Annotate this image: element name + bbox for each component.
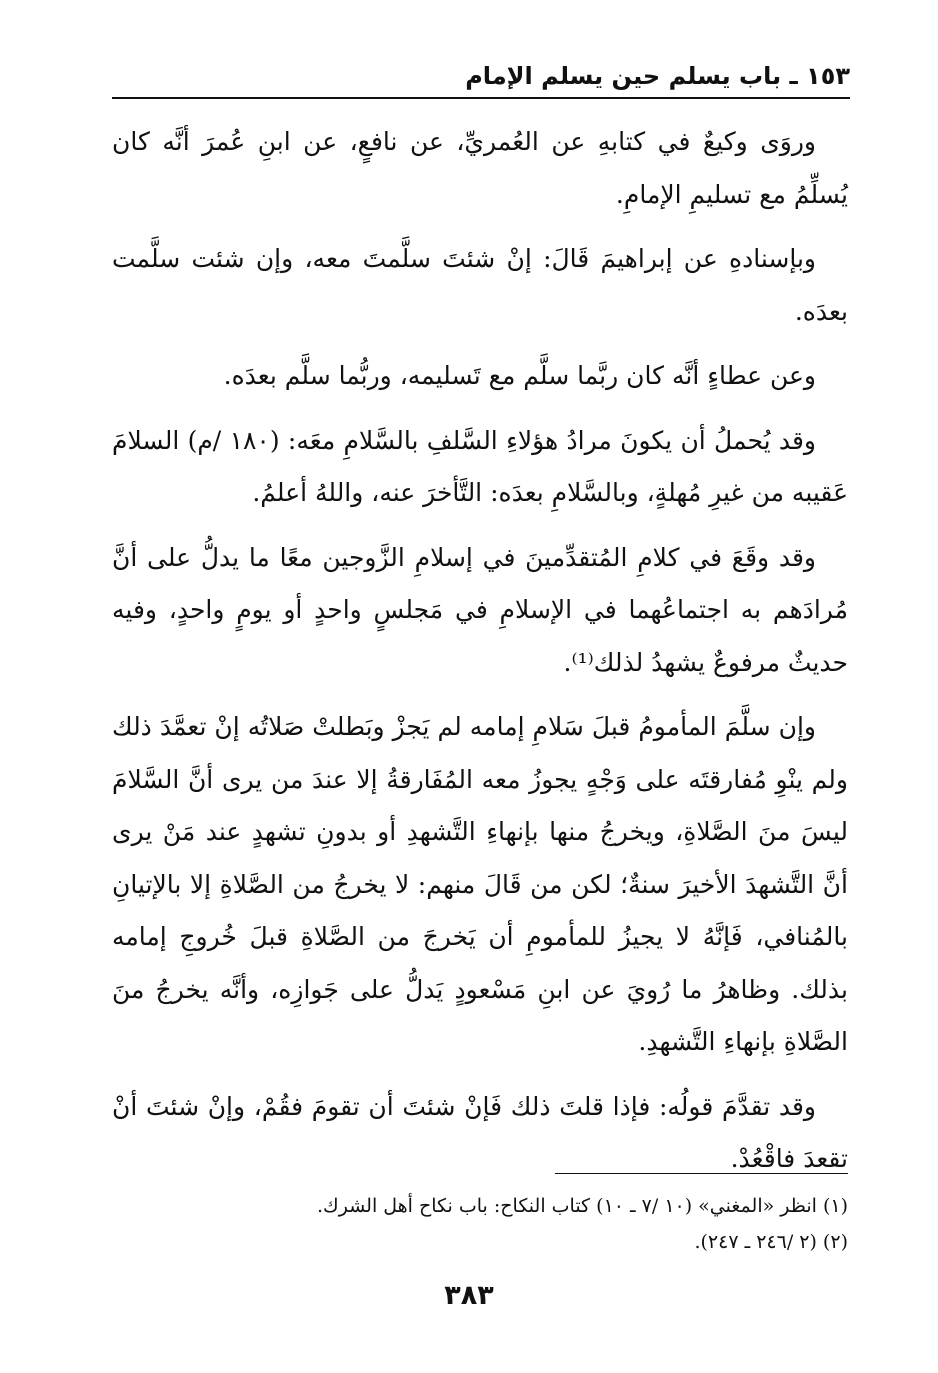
footnote-separator xyxy=(555,1173,848,1174)
footnote-2: (٢) (٢ /٢٤٦ ـ ٢٤٧). xyxy=(694,1231,848,1253)
footnotes xyxy=(112,1188,848,1260)
paragraph-follower-salam: وإن سلَّمَ المأمومُ قبلَ سَلامِ إمامه لم يَجزْ وبَطلتْ صَلاتُه إنْ تعمَّدَ ذلك ولم ينْوِ مُفارقتَه على وَجْهٍ يجوزُ معه المُفَارقةُ إلا عندَ من يرى أنَّ السَّلامَ ليسَ منَ الصَّلاةِ، ويخرجُ منها بإنهاءِ التَّشهدِ أو بدونِ تشهدٍ عند مَنْ يرى أنَّ التَّشهدَ الأخيرَ سنةٌ؛ لكن من قَالَ منهم: لا يخرجُ من الصَّلاةِ إلا بالإتيانِ بالمُنافي، فَإنَّهُ لا يجيزُ للمأمومِ أن يَخرجَ من الصَّلاةِ قبلَ خُروجِ إمامه بذلك. وظاهرُ ما رُويَ عن ابنِ مَسْعودٍ يَدلُّ على جَوازِه، وأنَّه يخرجُ منَ الصَّلاةِ بإنهاءِ التَّشهدِ. xyxy=(112,712,848,1056)
paragraph-ibrahim-report: وبإسنادهِ عن إبراهيمَ قَالَ: إنْ شئتَ سلَّمتَ معه، وإن شئت سلَّمت بعدَه. xyxy=(112,244,848,326)
paragraph-waki-report: وروَى وكيعٌ في كتابهِ عن العُمريِّ، عن نافعٍ، عن ابنِ عُمرَ أنَّه كان يُسلِّمُ مع تسليمِ الإمامِ. xyxy=(112,127,848,209)
paragraph-prior-saying: وقد تقدَّمَ قولُه: فإذا قلتَ ذلك فَإنْ شئتَ أن تقومَ فقُمْ، وإنْ شئتَ أنْ تقعدَ فاقْعُدْ. xyxy=(112,1091,848,1173)
paragraph-ata-report: وعن عطاءٍ أنَّه كان ربَّما سلَّم مع تَسليمه، وربُّما سلَّم بعدَه. xyxy=(223,361,816,390)
chapter-title: ١٥٣ ـ باب يسلم حين يسلم الإمام xyxy=(465,62,850,90)
paragraph-salaf-interpretation: وقد يُحملُ أن يكونَ مرادُ هؤلاءِ السَّلفِ بالسَّلامِ معَه: (١٨٠ /م) السلامَ عَقيبه من غيرِ مُهلةٍ، وبالسَّلامِ بعدَه: التَّأخرَ عنه، واللهُ أعلمُ. xyxy=(112,425,848,507)
running-header xyxy=(112,58,850,96)
main-text xyxy=(112,116,848,1198)
footnote-1: (١) انظر «المغني» (١٠ /٧ ـ ١٠) كتاب النكاح: باب نكاح أهل الشرك. xyxy=(317,1195,848,1217)
page-number: ٣٨٣ xyxy=(444,1280,494,1311)
header-rule xyxy=(112,97,850,99)
paragraph-spouses-islam: وقد وقَعَ في كلامِ المُتقدِّمينَ في إسلامِ الزَّوجين معًا ما يدلُّ على أنَّ مُرادَهم به اجتماعُهما في الإسلامِ في مَجلسٍ واحدٍ أو يومٍ واحدٍ، وفيه حديثٌ مرفوعٌ يشهدُ لذلك⁽¹⁾. xyxy=(112,542,848,677)
